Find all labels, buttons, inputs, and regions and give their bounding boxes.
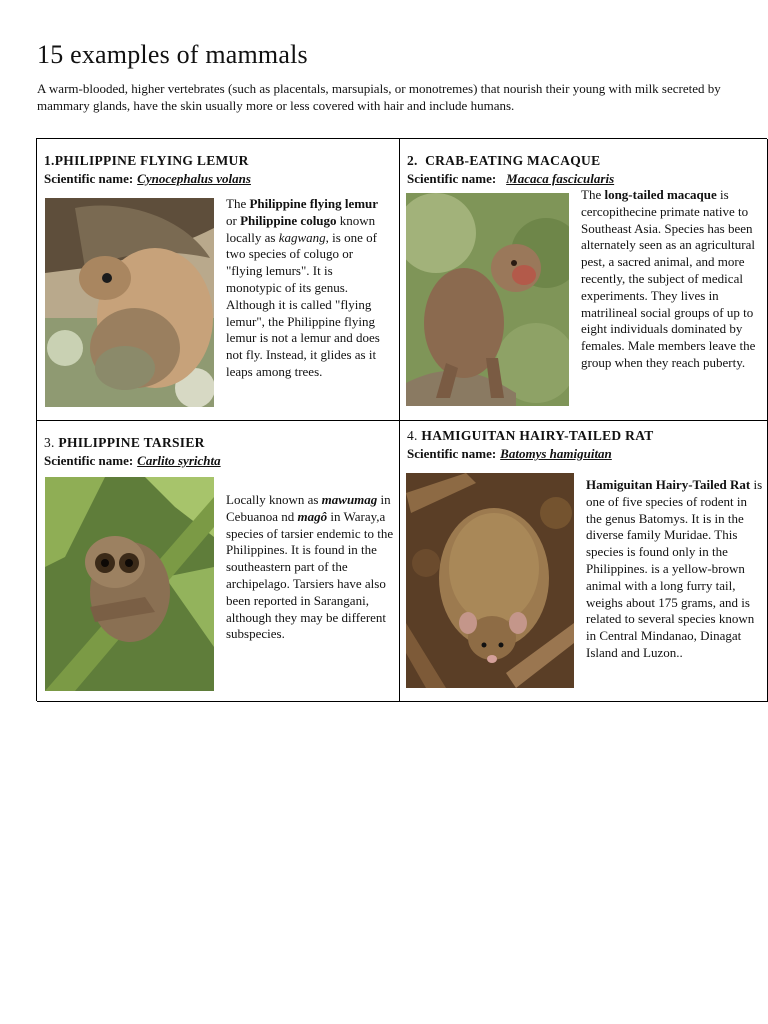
intro-paragraph: A warm-blooded, higher vertebrates (such as placentals, marsupials, or monotremes) that nourish their young with milk secreted by mammary glands, have the skin usually more or less covered with hair and include humans. [37,81,721,113]
mammal-table [36,138,767,701]
tarsier-photo [45,477,214,691]
rat-photo [406,473,574,688]
scientific-name: Carlito syrichta [137,453,221,468]
card-description: The long-tailed macaque is cercopithecine primate native to Southeast Asia. Species has been alternately seen as an agricultural pest, a sacred animal, and more recently, the subject of medical experiments. They lives in matrilineal social groups of up to eight individuals dominated by females. Male members leave the group when they reach puberty. [581,187,756,370]
mammal-card-macaque [400,139,768,421]
card-number: 3. [44,435,59,450]
card-name: PHILIPPINE TARSIER [58,435,205,450]
card-name: PHILIPPINE FLYING LEMUR [54,153,249,168]
scientific-name-line [407,446,612,462]
scientific-name-label: Scientific name: [44,171,134,186]
mammal-card-flying-lemur [37,139,400,421]
card-heading [407,153,600,169]
mammal-card-tarsier [37,421,400,702]
card-number: 1. [44,153,55,168]
flying-lemur-photo [45,198,214,407]
card-heading [44,153,249,169]
card-name: HAMIGUITAN HAIRY-TAILED RAT [421,428,654,443]
macaque-photo [406,193,569,406]
card-number: 2. [407,153,426,168]
mammal-card-hairy-tailed-rat [400,421,768,702]
card-name: CRAB-EATING MACAQUE [425,153,601,168]
card-number: 4. [407,428,422,443]
scientific-name-label: Scientific name: [407,171,497,186]
card-description: Locally known as mawumag in Cebuanoa nd magô in Waray,a species of tarsier endemic to the Philippines. It is found in the southeastern part of the archipelago. Tarsiers have also been reported in Sarangani, although they may be different subspecies. [226,492,394,642]
card-description: Hamiguitan Hairy-Tailed Rat is one of five species of rodent in the genus Batomys. It is in the diverse family Muridae. This species is found only in the Philippines. is a yellow-brown animal with a long furry tail, weighs about 175 grams, and is related to several species known in Central Mindanao, Dinagat Island and Luzon.. [586,477,763,660]
card-description: The Philippine flying lemur or Philippine colugo known locally as kagwang, is one of two species of colugo or "flying lemurs". It is monotypic of its genus. Although it is called "flying lemur", the Philippine flying lemur is not a lemur and does not fly. Instead, it glides as it leaps among trees. [226,196,380,379]
scientific-name-label: Scientific name: [407,446,497,461]
scientific-name: Batomys hamiguitan [500,446,612,461]
card-heading [407,428,654,444]
scientific-name-line [44,453,221,469]
scientific-name-line [407,171,614,187]
scientific-name-label: Scientific name: [44,453,134,468]
scientific-name: Macaca fascicularis [506,171,615,186]
page-title: 15 examples of mammals [37,40,308,69]
card-heading [44,435,205,451]
scientific-name: Cynocephalus volans [137,171,251,186]
scientific-name-line [44,171,251,187]
